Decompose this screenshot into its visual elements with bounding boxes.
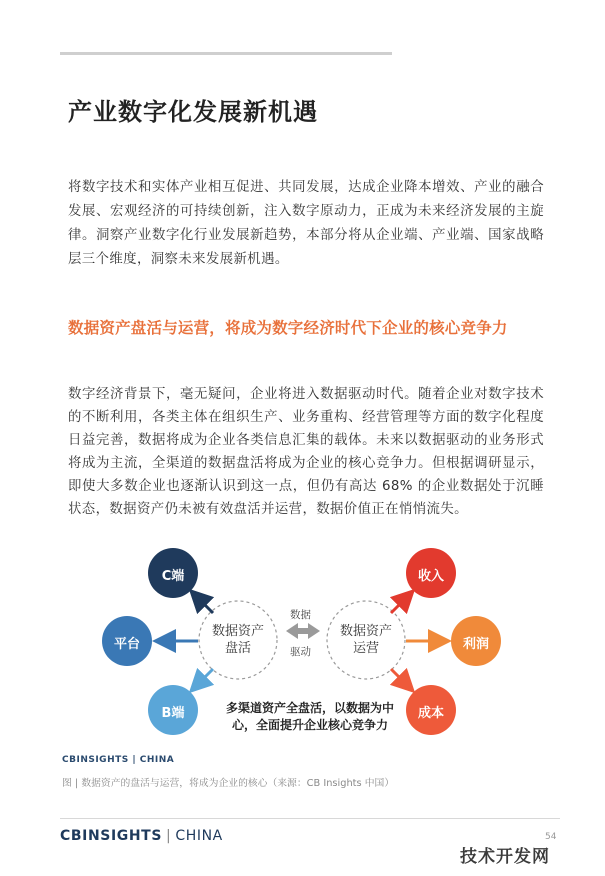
page-title: 产业数字化发展新机遇 [68, 98, 318, 126]
b-end-label: B端 [161, 706, 185, 721]
right-hub-label [332, 623, 400, 657]
watermark: 技术开发网 [460, 847, 550, 867]
footer-region: CHINA [175, 828, 223, 844]
arrow-to-cost [391, 669, 411, 689]
arrow-to-b-end [193, 669, 213, 689]
right-hub-line2: 运营 [352, 641, 379, 656]
source-logo: CBINSIGHTS | CHINA [62, 755, 175, 765]
link-arrow [286, 623, 320, 639]
data-asset-diagram [80, 545, 520, 745]
left-hub-label [204, 623, 272, 657]
platform-label: 平台 [113, 637, 140, 652]
diagram-caption [215, 700, 405, 734]
page-number: 54 [545, 832, 557, 842]
intro-paragraph: 将数字技术和实体产业相互促进、共同发展，达成企业降本增效、产业的融合发展、宏观经济的可持续创新，注入数字原动力，正成为未来经济发展的主旋律。洞察产业数字化行业发展新趋势，本部分将从企业端、产业端、国家战略层三个维度，洞察未来发展新机遇。 [68, 180, 544, 267]
footer-separator: | [166, 828, 172, 844]
footer-divider [60, 818, 560, 819]
profit-label: 利润 [462, 637, 489, 652]
diagram-caption-line2: 心，全面提升企业核心竞争力 [231, 718, 388, 732]
section-heading: 数据资产盘活与运营，将成为数字经济时代下企业的核心竞争力 [68, 319, 508, 337]
arrow-to-revenue [391, 593, 411, 613]
body-paragraph: 数字经济背景下，毫无疑问，企业将进入数据驱动时代。随着企业对数字技术的不断利用，各类主体在组织生产、业务重构、经营管理等方面的数字化程度日益完善，数据将成为企业各类信息汇集的载体。未来以数据驱动的业务形式将成为主流，全渠道的数据盘活将成为企业的核心竞争力。但根据调研显示，即使大多数企业也逐渐认识到这一点，但仍有高达 68% 的企业数据处于沉睡状态，数据资产仍未被有效盘活并运营，数据价值正在悄悄流失。 [68, 387, 544, 517]
footer-logo [60, 828, 223, 844]
figure-caption: 图 | 数据资产的盘活与运营，将成为企业的核心（来源：CB Insights 中国） [62, 778, 395, 789]
link-label-bottom: 驱动 [290, 646, 311, 658]
arrow-to-c-end [193, 593, 213, 613]
left-hub-line1: 数据资产 [211, 624, 264, 639]
diagram-caption-line1: 多渠道资产全盘活，以数据为中 [225, 701, 394, 715]
top-divider [60, 52, 392, 55]
revenue-label: 收入 [417, 569, 444, 584]
link-label-top: 数据 [290, 609, 311, 621]
c-end-label: C端 [161, 569, 185, 584]
right-hub-line1: 数据资产 [339, 624, 392, 639]
left-hub-line2: 盘活 [224, 641, 251, 656]
footer-brand: CBINSIGHTS [60, 828, 163, 844]
cost-label: 成本 [417, 706, 444, 721]
